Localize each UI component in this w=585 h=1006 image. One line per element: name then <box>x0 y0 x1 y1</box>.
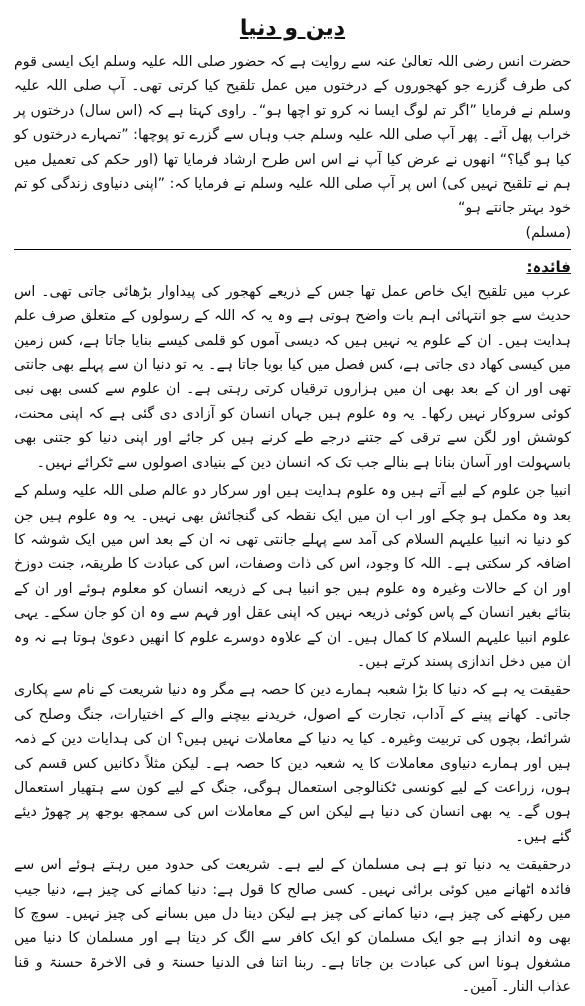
section-heading: فائدہ: <box>526 257 571 276</box>
paragraph-1: عرب میں تلقیح ایک خاص عمل تھا جس کے ذریعے کھجور کی پیداوار بڑھائی جاتی تھی۔ اس حدیث سے جو انتہائی اہم بات واضح ہوتی ہے وہ یہ کہ اللہ کے رسولوں کے متعلق صرف علم ہدایت ہیں۔ ان کے علوم یہ نہیں ہیں کہ دیسی آموں کو قلمی کیسے بنایا جاتا ہے، کس زمین میں کیسی کھاد دی جاتی ہے، کس فصل میں کیا بویا جاتا ہے۔ یہ تو دنیا ان سے پہلے بھی جانتی تھی اور ان کے بعد بھی ان میں ہزاروں ترقیاں کرتی رہتی ہے۔ ان علوم سے کسی بھی نبی کوئی سروکار نہیں رکھا۔ یہ وہ علوم ہیں جہاں انسان کو آزادی دی گئی ہے کہ اپنی محنت، کوشش اور لگن سے ترقی کے جتنے درجے طے کرنے ہیں کر جائے اور اپنی دنیا کو جتنی بھی باسہولت اور آسان بنانا ہے بنالے جب تک کہ انسان دین کے بنیادی اصولوں سے ٹکرائے نہیں۔ <box>14 283 571 471</box>
paragraph-4: درحقیقت یہ دنیا تو ہے ہی مسلمان کے لیے ہے۔ شریعت کی حدود میں رہتے ہوئے اس سے فائدہ اٹھانے میں کوئی برائی نہیں۔ کسی صالح کا قول ہے: دنیا کمانے کی چیز ہے، دنیا جیب میں رکھنے کی چیز ہے، دنیا کمانے کی چیز ہے لیکن دینا دل میں بسانے کی چیز نہیں۔ سوچ کا بھی وہ انداز ہے جو ایک مسلمان کو ایک کافر سے الگ کر دیتا ہے اور مسلمان کا دنیا میں مشغول ہونا اس کی عبادت بن جاتا ہے۔ ربنا اتنا فی الدنیا حسنۃ و فی الاخرۃ حسنۃ و قنا عذاب النار۔ آمین۔ <box>14 857 571 996</box>
hadith-source: (مسلم) <box>525 224 571 241</box>
hadith-text: حضرت انس رضی اللہ تعالیٰ عنہ سے روایت ہے کہ حضور صلی اللہ علیہ وسلم ایک ایسی قوم کی طرف گزرے جو کھجوروں کے درختوں میں عمل تلقیح کیا کرتی تھی۔ آپ صلی اللہ علیہ وسلم نے فرمایا ”اگر تم لوگ ایسا نہ کرو تو اچھا ہو“۔ راوی کہتا ہے کہ (اس سال) درختوں پر خراب پھل آئے۔ پھر آپ صلی اللہ علیہ وسلم جب وہاں سے گزرے تو پوچھا: ”تمہارے درختوں کو کیا ہو گیا؟“ انھوں نے عرض کیا آپ نے اس اس طرح ارشاد فرمایا تھا (اور حکم کی تعمیل میں ہم نے تلقیح نہیں کی) اس پر آپ صلی اللہ علیہ وسلم نے فرمایا کہ: ”اپنی دنیاوی زندگی کو تم خود بہتر جانتے ہو“ <box>14 54 571 217</box>
paragraph-3: حقیقت یہ ہے کہ دنیا کا بڑا شعبہ ہمارے دین کا حصہ ہے مگر وہ دنیا شریعت کے نام سے پکاری جاتی۔ کھانے پینے کے آداب، تجارت کے اصول، خریدنے بیچنے والے کے اختیارات، جنگ وصلح کی شرائط، بچوں کی تربیت وغیرہ۔ کیا یہ دنیا کے معاملات نہیں ہیں؟ ان کی ہدایات دین کے ذمہ ہیں اور ہمارے دنیاوی معاملات کا یہ شعبہ دین کا حصہ ہے۔ لیکن مثلاً دکانیں کس قسم کی ہوں، زراعت کے لیے کونسی ٹکنالوجی استعمال ہوگی، جنگ کے لیے کون سے ہتھیار استعمال ہوں گے۔ یہ بھی انسان کی دنیا ہے لیکن اس کے معاملات اس کی سمجھ بوجھ پر چھوڑ دیئے گئے ہیں۔ <box>14 682 571 845</box>
page-title: دین و دنیا <box>239 16 346 41</box>
paragraph-2: انبیا جن علوم کے لیے آتے ہیں وہ علوم ہدایت ہیں اور سرکار دو عالم صلی اللہ علیہ وسلم کے بعد وہ مکمل ہو چکے اور اب ان میں ایک نقطہ کی گنجائش بھی نہیں۔ یہ وہ علوم ہیں جن کو دنیا نہ انبیا علیہم السلام کی آمد سے پہلے جانتی تھی نہ ان کے بعد اس میں ایک شوشہ کا اضافہ کر سکتی ہے۔ اللہ کا وجود، اس کی ذات وصفات، اس کی عبادت کا طریقہ، جنت دوزخ اور ان کے حالات وغیرہ وہ علوم ہیں جو انبیا ہی کے ذریعہ انسان کو معلوم ہوئے اور ان کے بتائے بغیر انسان کے پاس کوئی ذریعہ نہیں کہ اپنی عقل اور فہم سے وہ ان کو جان سکے۔ یہی علوم انبیا علیہم السلام کا کمال ہیں۔ ان کے علاوہ دوسرے علوم کا انھیں دعویٰ ہوتا ہے نہ وہ ان میں دخل اندازی پسند کرتے ہیں۔ <box>14 483 571 670</box>
section-divider <box>14 249 571 250</box>
